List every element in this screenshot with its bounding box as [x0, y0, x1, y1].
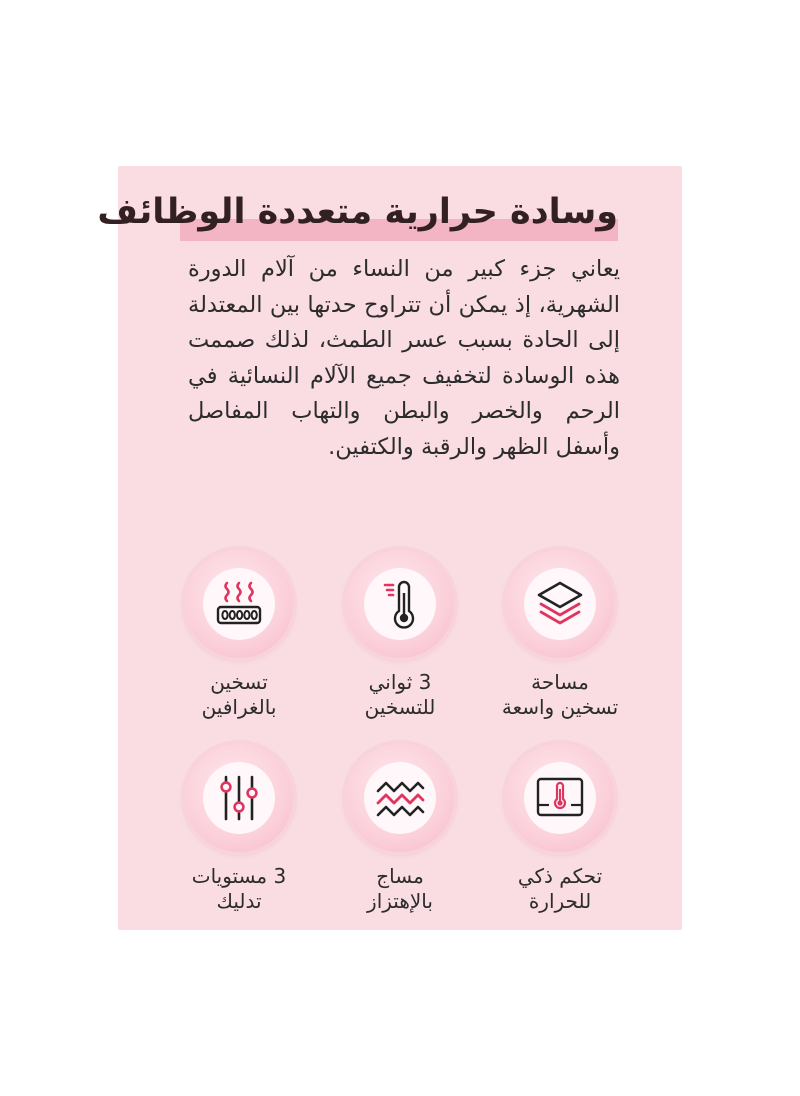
thermometer-icon — [371, 575, 429, 633]
vibration-waves-icon — [371, 769, 429, 827]
feature-circle — [185, 550, 293, 658]
feature-label: مساج بالإهتزاز — [367, 864, 433, 913]
feature-circle — [346, 744, 454, 852]
layers-icon — [531, 575, 589, 633]
feature-massage-levels — [175, 744, 303, 914]
page-title: وسادة حرارية متعددة الوظائف — [97, 192, 618, 232]
product-description: يعاني جزء كبير من النساء من آلام الدورة الشهرية، إذ يمكن أن تتراوح حدتها بين المعتدلة إلى الحادة بسبب عسر الطمث، لذلك صممت هذه الوسادة لتخفيف جميع الآلام النسائية في الرحم والخصر والبطن والتهاب المفاصل وأسفل الظهر والرقبة والكتفين. — [188, 256, 620, 460]
sliders-icon — [210, 769, 268, 827]
feature-circle — [185, 744, 293, 852]
feature-label: تسخين بالغرافين — [201, 670, 277, 719]
title-block — [97, 188, 618, 244]
feature-label: مساحة تسخين واسعة — [501, 670, 619, 719]
feature-label: 3 مستويات تدليك — [191, 864, 287, 913]
feature-label: تحكم ذكي للحرارة — [517, 864, 603, 913]
feature-smart-temperature — [496, 744, 624, 914]
feature-circle — [346, 550, 454, 658]
feature-fast-heating — [336, 550, 464, 720]
feature-graphene-heating — [175, 550, 303, 720]
feature-vibration-massage — [336, 744, 464, 914]
temperature-control-panel-icon — [531, 769, 589, 827]
feature-circle — [506, 550, 614, 658]
product-info-card — [97, 166, 682, 930]
feature-wide-area — [496, 550, 624, 720]
feature-circle — [506, 744, 614, 852]
heating-graphene-icon — [210, 575, 268, 633]
feature-label: 3 ثواني للتسخين — [364, 670, 436, 719]
